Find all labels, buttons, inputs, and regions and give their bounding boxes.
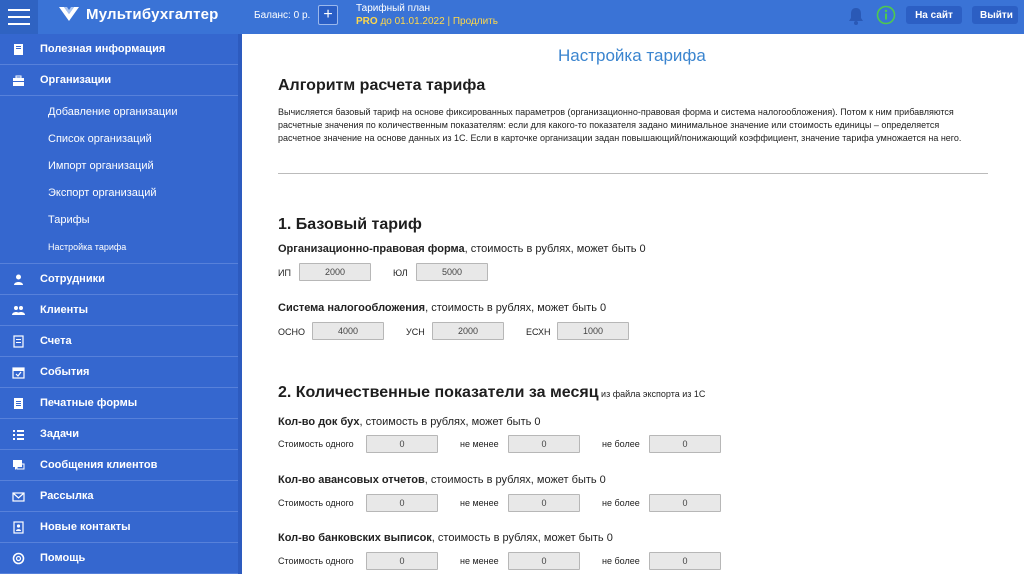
osno-price-input[interactable] — [312, 322, 384, 340]
unit-cost-label: Стоимость одного — [278, 439, 354, 449]
advance-reports-unit-cost-input[interactable] — [366, 494, 438, 512]
extend-plan-link[interactable]: Продлить — [452, 16, 498, 27]
briefcase-icon — [0, 74, 36, 87]
bell-icon[interactable] — [846, 6, 866, 26]
sidebar-item-label: Организации — [40, 74, 112, 86]
document-icon — [0, 397, 36, 410]
algorithm-heading: Алгоритм расчета тарифа — [278, 77, 486, 94]
sidebar-subitem-add-organization[interactable]: Добавление организации — [48, 105, 178, 118]
sidebar-subitem-organization-list[interactable]: Список организаций — [48, 132, 152, 145]
max-label: не более — [602, 498, 640, 508]
sidebar-item-label: Счета — [40, 335, 72, 347]
sidebar-subitem-tariffs[interactable]: Тарифы — [48, 213, 90, 226]
balance-label: Баланс: 0 р. — [254, 10, 311, 21]
sidebar-item-tasks[interactable] — [0, 419, 242, 450]
sidebar-item-invoices[interactable] — [0, 326, 242, 357]
qty-item-title: Кол-во банковских выписок, стоимость в рублях, может быть 0 — [278, 532, 613, 544]
min-label: не менее — [460, 439, 499, 449]
sidebar-item-useful-info[interactable] — [0, 34, 242, 65]
eshn-price-input[interactable] — [557, 322, 629, 340]
logout-button[interactable]: Выйти — [972, 6, 1018, 24]
mail-icon — [0, 490, 36, 503]
go-to-site-button[interactable]: На сайт — [906, 6, 962, 24]
ip-price-input[interactable] — [299, 263, 371, 281]
info-icon[interactable] — [876, 5, 896, 25]
menu-toggle-button[interactable] — [0, 0, 38, 34]
tasks-icon — [0, 428, 36, 441]
sidebar-subitem-export-organizations[interactable]: Экспорт организаций — [48, 186, 157, 199]
calendar-icon — [0, 366, 36, 379]
sidebar-item-label: События — [40, 366, 90, 378]
sidebar-item-label: Помощь — [40, 552, 86, 564]
page-title: Настройка тарифа — [558, 46, 706, 65]
invoice-icon — [0, 335, 36, 348]
sidebar-item-label: Сотрудники — [40, 273, 105, 285]
algorithm-description: Вычисляется базовый тариф на основе фиксированных параметров (организационно-правовая форма и система налогообложения). Потом к ним прибавляются расчетные значения по количественным показателям: если для какого-то показателя задано минимальное значение или стоимость единицы – определяется расчетное значение на основе данных из 1С. Если в карточке организации задан повышающий/понижающий коэффициент, значение тарифа умножается на него. — [278, 107, 962, 143]
doc-buh-unit-cost-input[interactable] — [366, 435, 438, 453]
plan-title: Тарифный план — [356, 3, 431, 14]
sidebar-item-new-contacts[interactable] — [0, 512, 242, 543]
sidebar-item-label: Клиенты — [40, 304, 89, 316]
sidebar-item-label: Рассылка — [40, 490, 94, 502]
people-icon — [0, 304, 36, 317]
ul-price-input[interactable] — [416, 263, 488, 281]
sidebar-item-label: Печатные формы — [40, 397, 138, 409]
qty-item-title: Кол-во док бух, стоимость в рублях, может быть 0 — [278, 416, 541, 428]
max-label: не более — [602, 556, 640, 566]
qty-item-title: Кол-во авансовых отчетов, стоимость в рублях, может быть 0 — [278, 474, 606, 486]
bank-statements-min-input[interactable] — [508, 552, 580, 570]
base-tariff-heading: 1. Базовый тариф — [278, 216, 422, 233]
help-icon — [0, 552, 36, 565]
logo-icon — [58, 5, 80, 23]
organizations-submenu — [0, 96, 242, 264]
usn-price-input[interactable] — [432, 322, 504, 340]
top-bar-right — [242, 0, 1024, 34]
doc-buh-max-input[interactable] — [649, 435, 721, 453]
sidebar-item-label: Задачи — [40, 428, 79, 440]
top-bar — [0, 0, 1024, 34]
app-name: Мультибухгалтер — [86, 5, 219, 23]
add-balance-button[interactable]: + — [318, 5, 338, 25]
bank-statements-unit-cost-input[interactable] — [366, 552, 438, 570]
main-content — [242, 34, 1024, 574]
unit-cost-label: Стоимость одного — [278, 498, 354, 508]
sidebar-subitem-import-organizations[interactable]: Импорт организаций — [48, 159, 154, 172]
hamburger-icon — [8, 9, 30, 11]
field-label-osno: ОСНО — [278, 327, 305, 337]
advance-reports-max-input[interactable] — [649, 494, 721, 512]
sidebar-item-label: Сообщения клиентов — [40, 459, 158, 471]
sidebar-item-events[interactable] — [0, 357, 242, 388]
advance-reports-min-input[interactable] — [508, 494, 580, 512]
sidebar-item-mailing[interactable] — [0, 481, 242, 512]
chat-icon — [0, 459, 36, 472]
sidebar-item-label: Полезная информация — [40, 43, 166, 55]
bank-statements-max-input[interactable] — [649, 552, 721, 570]
plan-name: PRO — [356, 16, 378, 27]
plan-until: до 01.01.2022 | — [377, 16, 453, 27]
doc-buh-min-input[interactable] — [508, 435, 580, 453]
sidebar-item-print-forms[interactable] — [0, 388, 242, 419]
legal-form-title: Организационно-правовая форма, стоимость в рублях, может быть 0 — [278, 243, 646, 255]
sidebar-subitem-tariff-settings[interactable]: Настройка тарифа — [48, 241, 127, 252]
field-label-eshn: ЕСХН — [526, 327, 551, 337]
contacts-icon — [0, 521, 36, 534]
sidebar-item-label: Новые контакты — [40, 521, 131, 533]
min-label: не менее — [460, 556, 499, 566]
sidebar — [0, 34, 242, 574]
field-label-usn: УСН — [406, 327, 425, 337]
sidebar-item-employees[interactable] — [0, 264, 242, 295]
tax-system-title: Система налогообложения, стоимость в рублях, может быть 0 — [278, 302, 607, 314]
book-icon — [0, 43, 36, 56]
sidebar-item-clients[interactable] — [0, 295, 242, 326]
sidebar-item-help[interactable] — [0, 543, 242, 574]
sidebar-item-client-messages[interactable] — [0, 450, 242, 481]
app-logo[interactable] — [58, 5, 219, 23]
section-divider — [278, 173, 988, 174]
plan-info — [356, 16, 498, 27]
person-icon — [0, 273, 36, 286]
field-label-ul: ЮЛ — [393, 268, 408, 278]
unit-cost-label: Стоимость одного — [278, 556, 354, 566]
min-label: не менее — [460, 498, 499, 508]
max-label: не более — [602, 439, 640, 449]
sidebar-item-organizations[interactable] — [0, 65, 242, 96]
field-label-ip: ИП — [278, 268, 291, 278]
quantity-indicators-heading: 2. Количественные показатели за месяц из файла экспорта из 1С — [278, 384, 706, 401]
